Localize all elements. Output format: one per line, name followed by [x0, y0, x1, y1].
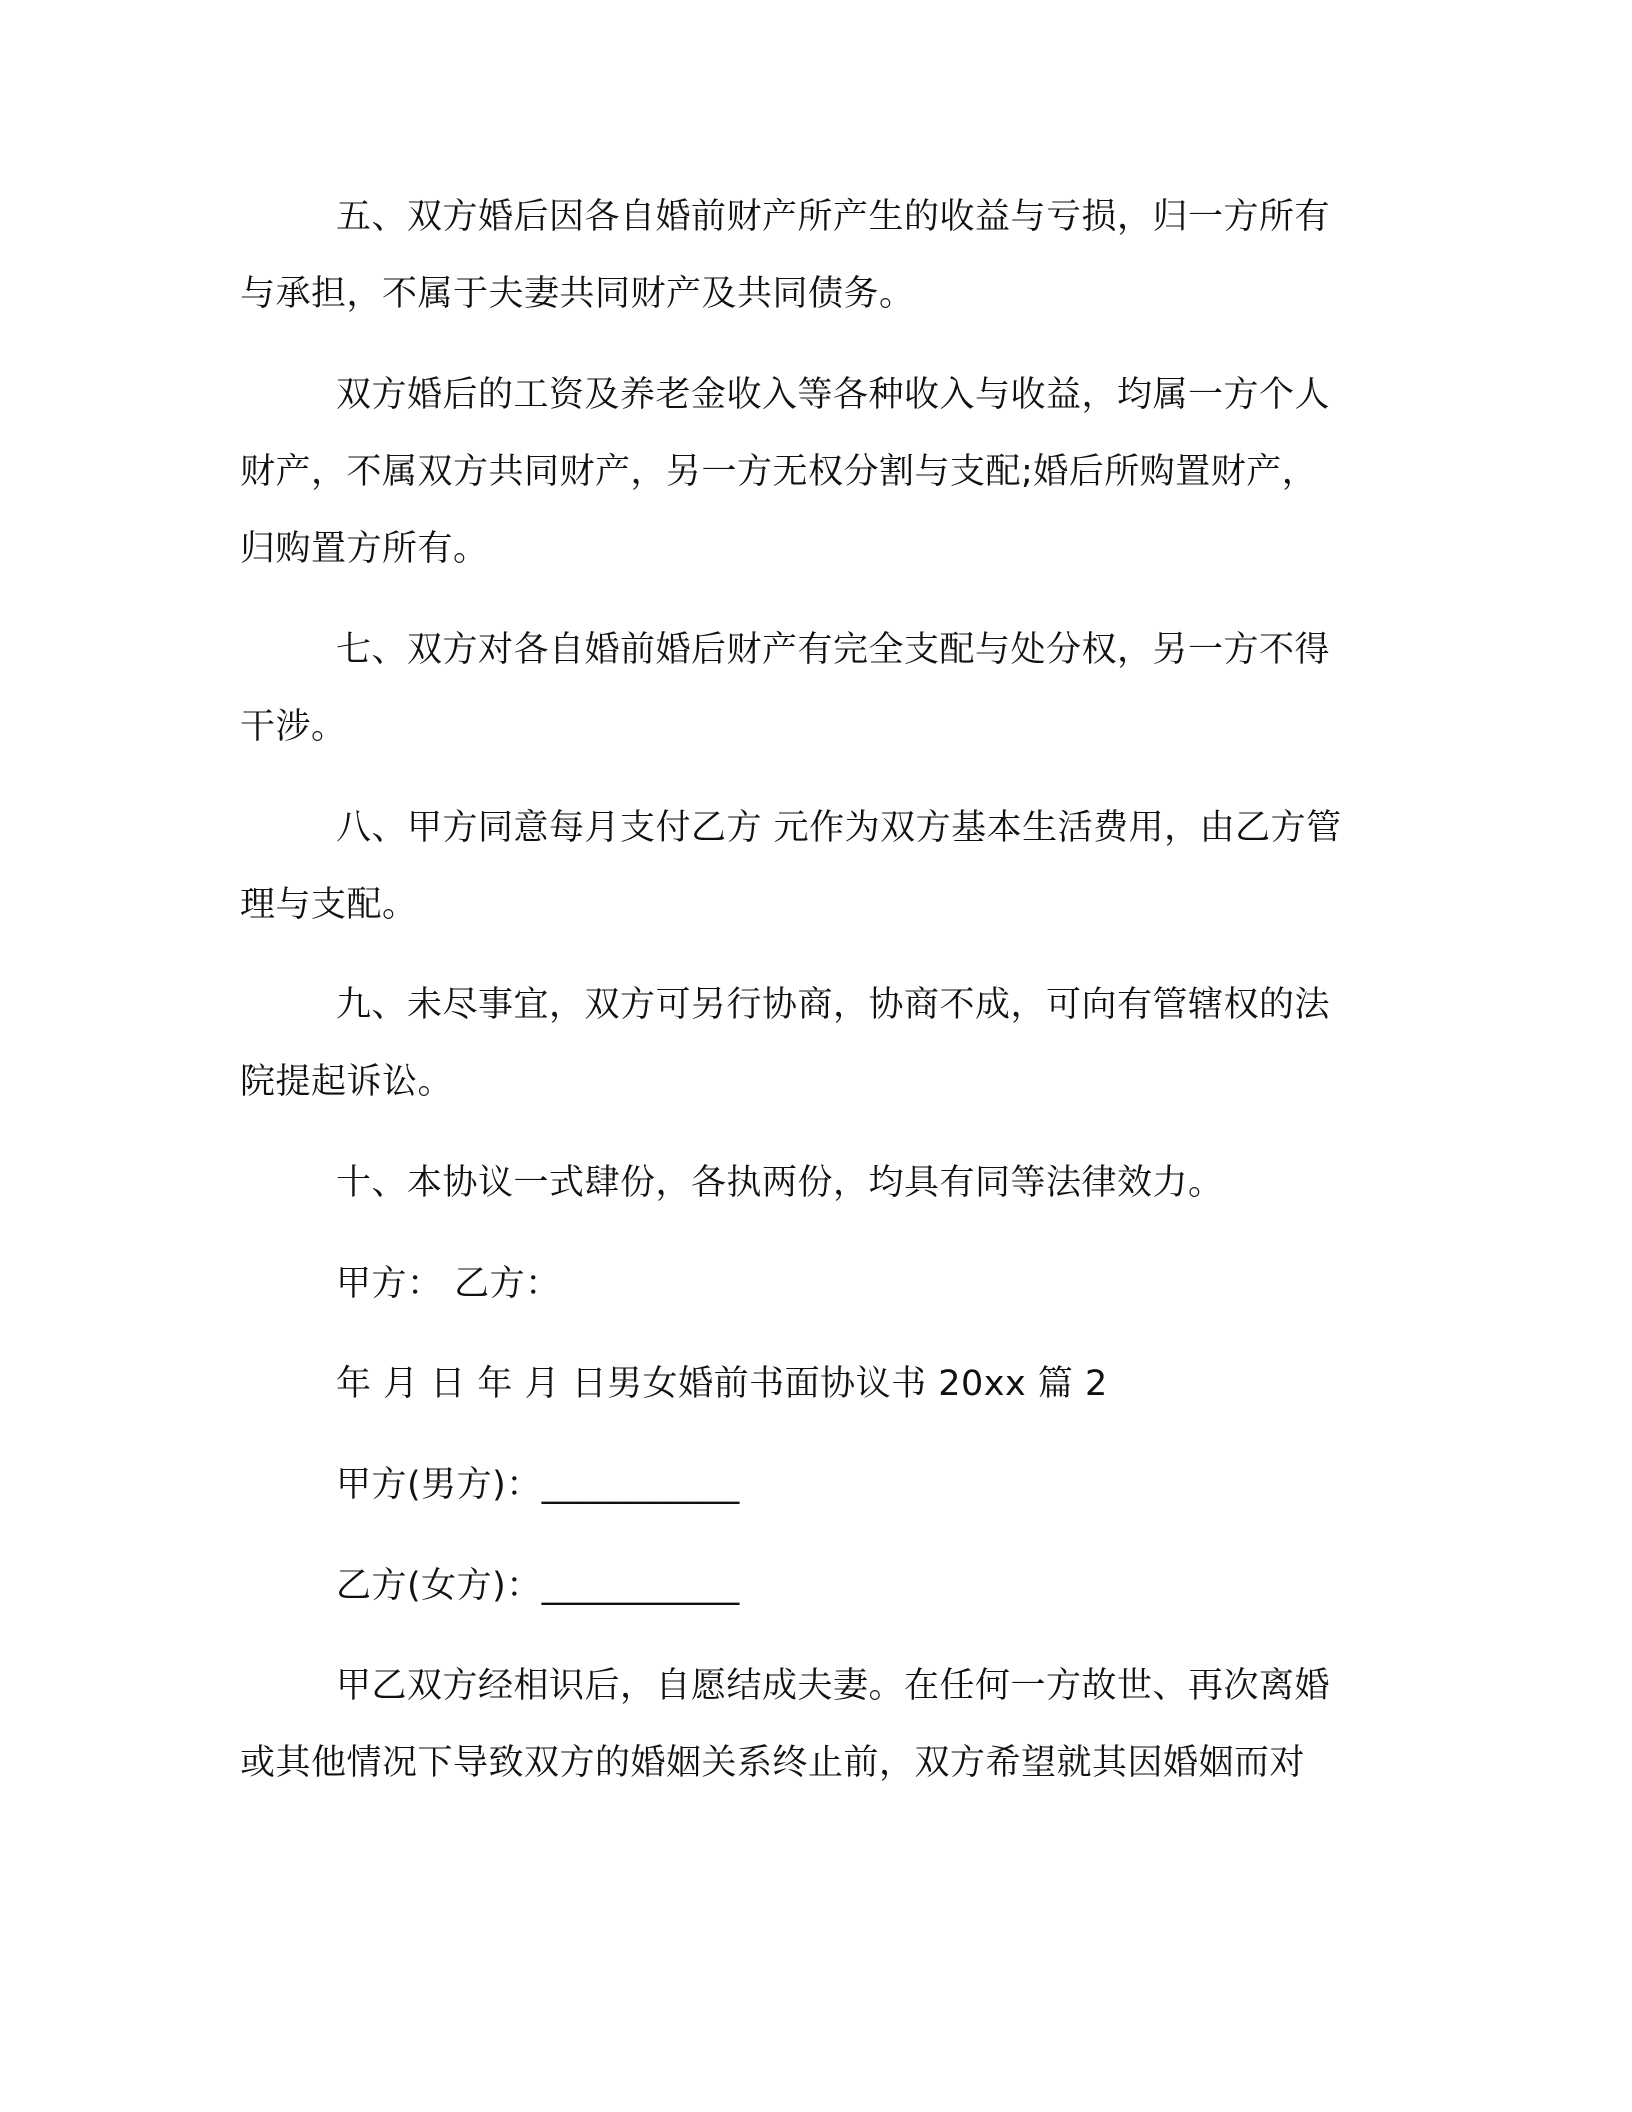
date-and-title-line: 年 月 日 年 月 日男女婚前书面协议书 20xx 篇 2 [336, 1364, 1108, 1404]
clause-8-line-1: 八、甲方同意每月支付乙方 元作为双方基本生活费用，由乙方管 [336, 808, 1342, 848]
clause-7-line-2: 干涉。 [240, 707, 347, 747]
clause-5-line-1: 五、双方婚后因各自婚前财产所产生的收益与亏损，归一方所有 [336, 197, 1331, 237]
preamble-line-2: 或其他情况下导致双方的婚姻关系终止前，双方希望就其因婚姻而对 [240, 1743, 1306, 1783]
clause-9-line-2: 院提起诉讼。 [240, 1062, 454, 1102]
clause-6-line-2: 财产，不属双方共同财产，另一方无权分割与支配;婚后所购置财产， [240, 452, 1318, 492]
clause-7-line-1: 七、双方对各自婚前婚后财产有完全支配与处分权，另一方不得 [336, 630, 1331, 670]
clause-5-line-2: 与承担，不属于夫妻共同财产及共同债务。 [240, 274, 915, 314]
clause-6-line-1: 双方婚后的工资及养老金收入等各种收入与收益，均属一方个人 [336, 375, 1331, 415]
clause-10-line-1: 十、本协议一式肆份，各执两份，均具有同等法律效力。 [336, 1163, 1224, 1203]
clause-9-line-1: 九、未尽事宜，双方可另行协商，协商不成，可向有管辖权的法 [336, 985, 1331, 1025]
party-a-line: 甲方(男方)：___________ [336, 1465, 740, 1505]
signatures-line: 甲方： 乙方： [336, 1264, 561, 1304]
party-b-line: 乙方(女方)：___________ [336, 1566, 740, 1606]
clause-8-line-2: 理与支配。 [240, 885, 418, 925]
clause-6-line-3: 归购置方所有。 [240, 529, 489, 569]
preamble-line-1: 甲乙双方经相识后，自愿结成夫妻。在任何一方故世、再次离婚 [336, 1666, 1331, 1706]
